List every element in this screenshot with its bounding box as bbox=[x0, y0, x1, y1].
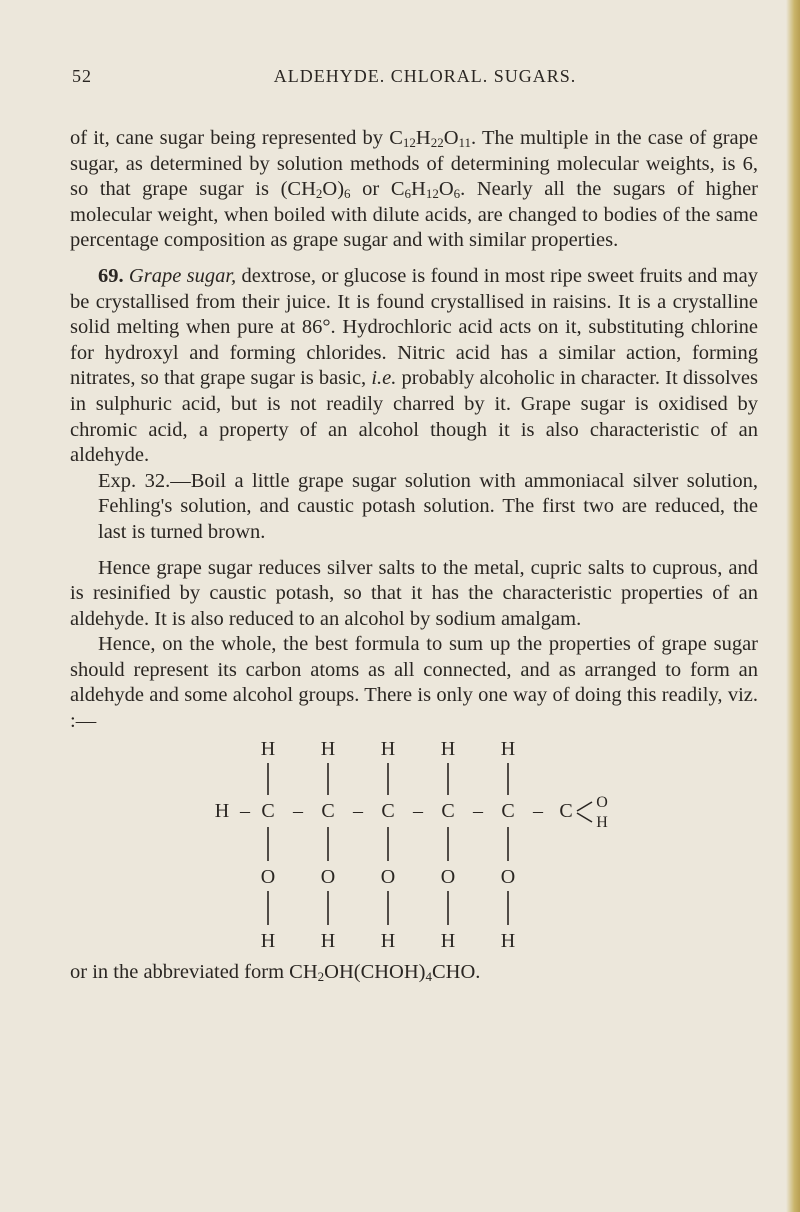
hydroxyl-o-1: O bbox=[260, 865, 276, 888]
carbon-2: C bbox=[321, 799, 335, 822]
top-h-4: H bbox=[440, 737, 456, 760]
book-page bbox=[70, 66, 780, 984]
svg-text:–: – bbox=[293, 799, 303, 822]
experiment-text: —Boil a little grape sugar solution with ammoniacal silver solution, Fehling's solution, and caustic potash solution. The first two are reduced, the last is turned brown. bbox=[98, 469, 758, 543]
top-h-5: H bbox=[500, 737, 516, 760]
bond-lines bbox=[268, 763, 592, 925]
bottom-h-5: H bbox=[500, 929, 516, 952]
structural-formula bbox=[70, 735, 758, 960]
abbreviated-formula: or in the abbreviated form $CH_2OH(CHOH)_4CHO$. bbox=[70, 960, 481, 984]
page-edge bbox=[786, 0, 800, 1212]
hydroxyl-o-4: O bbox=[440, 865, 456, 888]
page-body bbox=[70, 126, 758, 985]
carbon-3: C bbox=[381, 799, 395, 822]
hydroxyl-o-3: O bbox=[380, 865, 396, 888]
hydroxyl-o-5: O bbox=[500, 865, 516, 888]
glucose-structure-diagram bbox=[70, 735, 758, 960]
svg-text:–: – bbox=[413, 799, 423, 822]
section-69: 69. Grape sugar, dextrose, or glucose is found in most ripe sweet fruits and may be crystallised from their juice. It is found crystallised in raisins. It is a crystalline solid melting when pure at 86°. Hydrochloric acid acts on it, substituting chlorine for hydroxyl and forming chlorides. Nitric acid has a similar action, forming nitrates, so that grape sugar is basic, i.e. probably alcoholic in character. It dissolves in sulphuric acid, but is not readily charred by it. Grape sugar is oxidised by chromic acid, a property of an alcohol though it is also characteristic of an aldehyde. bbox=[70, 264, 759, 467]
carbon-5: C bbox=[501, 799, 515, 822]
section-title: Grape sugar, bbox=[128, 264, 237, 287]
paragraph-hence-2: Hence, on the whole, the best formula to sum up the properties of grape sugar should represent its carbon atoms as all connected, and as arranged to form an aldehyde and some alcohol groups. There is only one way of doing this readily, viz. :— bbox=[70, 633, 758, 733]
top-h-3: H bbox=[380, 737, 396, 760]
experiment-label: Exp. 32. bbox=[98, 469, 171, 492]
chain-start-h: H bbox=[214, 799, 230, 822]
bottom-h-2: H bbox=[320, 929, 336, 952]
top-h-2: H bbox=[320, 737, 336, 760]
section-number: 69. bbox=[98, 264, 124, 287]
carbon-4: C bbox=[441, 799, 455, 822]
carbon-1: C bbox=[261, 799, 275, 822]
bottom-h-1: H bbox=[260, 929, 276, 952]
running-title: ALDEHYDE. CHLORAL. SUGARS. bbox=[273, 66, 577, 86]
page-number: 52 bbox=[72, 66, 92, 86]
aldehyde-carbon: C bbox=[559, 799, 573, 822]
bottom-h-3: H bbox=[380, 929, 396, 952]
svg-text:–: – bbox=[533, 799, 543, 822]
svg-text:–: – bbox=[240, 799, 250, 822]
paragraph-hence-1: Hence grape sugar reduces silver salts to the metal, cupric salts to cuprous, and is resinified by caustic potash, so that it has the characteristic properties of an aldehyde. It is also reduced to an alcohol by sodium amalgam. bbox=[70, 556, 758, 630]
hydroxyl-o-2: O bbox=[320, 865, 336, 888]
experiment-32 bbox=[70, 469, 758, 546]
aldehyde-oxygen: O bbox=[596, 793, 608, 811]
page-header bbox=[70, 66, 780, 96]
top-h-1: H bbox=[260, 737, 276, 760]
bottom-h-4: H bbox=[440, 929, 456, 952]
paragraph-intro: of it, cane sugar being represented by $C_{12}H_{22}O_{11}$. The multiple in the case of grape sugar, as determined by solution methods of determining molecular weights, is 6, so that grape sugar is $(CH_2O)_6$ or $C_6H_{12}O_6$. Nearly all the sugars of higher molecular weight, when boiled with dilute acids, are changed to bodies of the same percentage composition as grape sugar and with similar properties. bbox=[70, 127, 759, 252]
aldehyde-hydrogen: H bbox=[596, 813, 608, 831]
svg-text:–: – bbox=[473, 799, 483, 822]
svg-text:–: – bbox=[353, 799, 363, 822]
